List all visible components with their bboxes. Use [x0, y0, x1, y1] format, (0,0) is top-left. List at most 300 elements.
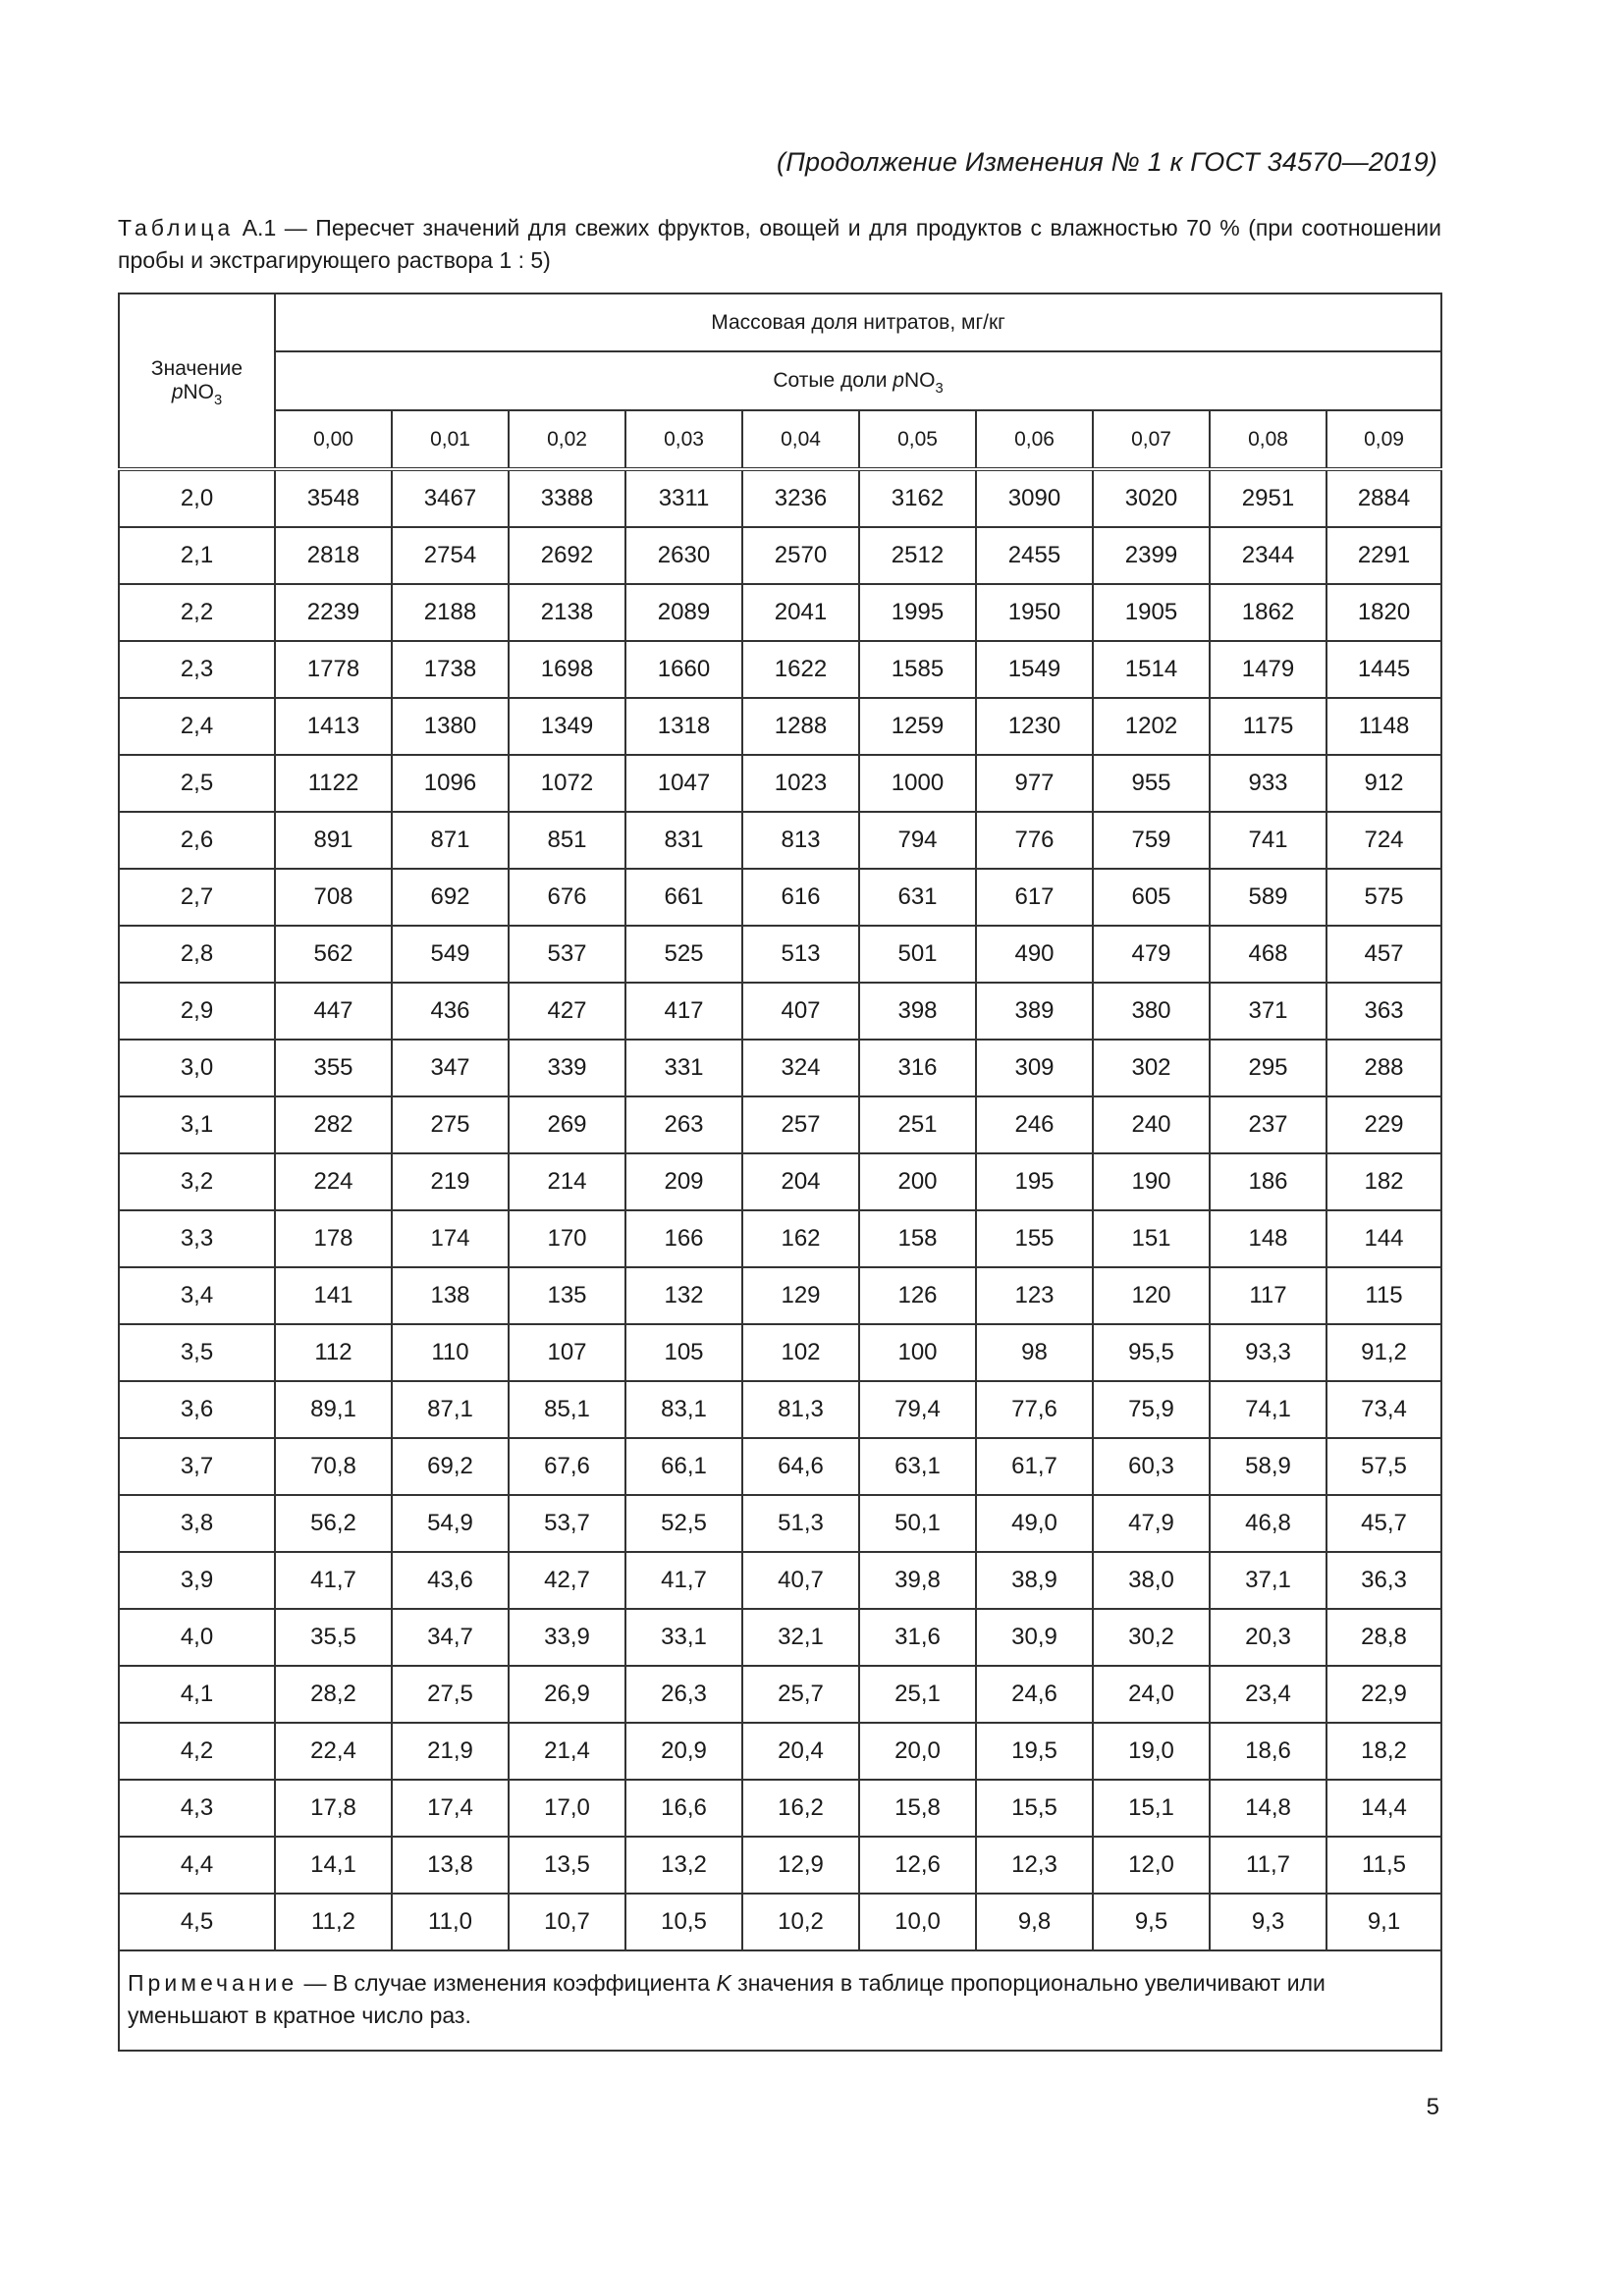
table-cell: 407	[742, 983, 859, 1040]
table-cell: 105	[625, 1324, 742, 1381]
table-cell: 87,1	[392, 1381, 509, 1438]
table-cell: 282	[275, 1096, 392, 1153]
table-cell: 129	[742, 1267, 859, 1324]
table-cell: 155	[976, 1210, 1093, 1267]
table-cell: 1413	[275, 698, 392, 755]
table-cell: 21,9	[392, 1723, 509, 1780]
table-cell: 1047	[625, 755, 742, 812]
table-cell: 12,6	[859, 1837, 976, 1894]
table-cell: 2455	[976, 527, 1093, 584]
table-cell: 661	[625, 869, 742, 926]
table-cell: 182	[1326, 1153, 1441, 1210]
row-ph-value: 3,4	[119, 1267, 275, 1324]
table-cell: 3236	[742, 469, 859, 527]
table-cell: 30,9	[976, 1609, 1093, 1666]
table-cell: 20,4	[742, 1723, 859, 1780]
table-cell: 1259	[859, 698, 976, 755]
table-cell: 13,5	[509, 1837, 625, 1894]
row-ph-value: 3,0	[119, 1040, 275, 1096]
table-cell: 537	[509, 926, 625, 983]
table-cell: 1122	[275, 755, 392, 812]
table-cell: 10,2	[742, 1894, 859, 1950]
table-cell: 60,3	[1093, 1438, 1210, 1495]
subgroup-header	[275, 351, 1441, 410]
table-cell: 240	[1093, 1096, 1210, 1153]
column-header: 0,03	[625, 410, 742, 469]
table-cell: 676	[509, 869, 625, 926]
table-cell: 3388	[509, 469, 625, 527]
table-cell: 51,3	[742, 1495, 859, 1552]
table-row	[119, 1438, 1441, 1495]
table-cell: 16,6	[625, 1780, 742, 1837]
table-cell: 2291	[1326, 527, 1441, 584]
row-ph-value: 2,1	[119, 527, 275, 584]
table-cell: 295	[1210, 1040, 1326, 1096]
row-header-label: Значение	[150, 357, 244, 380]
table-cell: 14,4	[1326, 1780, 1441, 1837]
table-row	[119, 1666, 1441, 1723]
table-cell: 933	[1210, 755, 1326, 812]
table-cell: 479	[1093, 926, 1210, 983]
table-row	[119, 641, 1441, 698]
table-row	[119, 1495, 1441, 1552]
table-cell: 692	[392, 869, 509, 926]
note-k-symbol: K	[716, 1970, 731, 1996]
table-row	[119, 1894, 1441, 1950]
table-cell: 1288	[742, 698, 859, 755]
row-ph-value: 3,7	[119, 1438, 275, 1495]
table-cell: 12,9	[742, 1837, 859, 1894]
table-cell: 1479	[1210, 641, 1326, 698]
table-cell: 95,5	[1093, 1324, 1210, 1381]
table-cell: 27,5	[392, 1666, 509, 1723]
row-ph-value: 3,8	[119, 1495, 275, 1552]
table-cell: 347	[392, 1040, 509, 1096]
table-cell: 316	[859, 1040, 976, 1096]
table-cell: 61,7	[976, 1438, 1093, 1495]
table-cell: 11,5	[1326, 1837, 1441, 1894]
table-caption	[118, 212, 1441, 277]
row-ph-value: 3,9	[119, 1552, 275, 1609]
table-cell: 19,0	[1093, 1723, 1210, 1780]
table-cell: 17,0	[509, 1780, 625, 1837]
table-cell: 2884	[1326, 469, 1441, 527]
table-cell: 73,4	[1326, 1381, 1441, 1438]
row-ph-value: 2,2	[119, 584, 275, 641]
row-ph-value: 2,5	[119, 755, 275, 812]
table-cell: 26,3	[625, 1666, 742, 1723]
table-cell: 2399	[1093, 527, 1210, 584]
row-header-cell	[119, 294, 275, 469]
table-cell: 275	[392, 1096, 509, 1153]
table-cell: 135	[509, 1267, 625, 1324]
page-number: 5	[1426, 2094, 1439, 2120]
table-cell: 1514	[1093, 641, 1210, 698]
table-cell: 20,9	[625, 1723, 742, 1780]
table-row	[119, 1153, 1441, 1210]
table-cell: 162	[742, 1210, 859, 1267]
table-cell: 89,1	[275, 1381, 392, 1438]
group-header: Массовая доля нитратов, мг/кг	[275, 294, 1441, 351]
table-cell: 15,5	[976, 1780, 1093, 1837]
table-cell: 9,3	[1210, 1894, 1326, 1950]
table-cell: 45,7	[1326, 1495, 1441, 1552]
table-cell: 11,7	[1210, 1837, 1326, 1894]
table-cell: 1202	[1093, 698, 1210, 755]
table-cell: 617	[976, 869, 1093, 926]
table-cell: 93,3	[1210, 1324, 1326, 1381]
table-cell: 170	[509, 1210, 625, 1267]
table-cell: 794	[859, 812, 976, 869]
column-header: 0,08	[1210, 410, 1326, 469]
table-cell: 1000	[859, 755, 976, 812]
table-cell: 28,8	[1326, 1609, 1441, 1666]
table-cell: 69,2	[392, 1438, 509, 1495]
table-cell: 36,3	[1326, 1552, 1441, 1609]
table-cell: 219	[392, 1153, 509, 1210]
table-cell: 66,1	[625, 1438, 742, 1495]
table-cell: 1622	[742, 641, 859, 698]
table-cell: 2239	[275, 584, 392, 641]
table-cell: 20,0	[859, 1723, 976, 1780]
row-header-symbol-p: p	[171, 381, 184, 403]
table-cell: 57,5	[1326, 1438, 1441, 1495]
subgroup-header-prefix: Сотые доли	[773, 369, 893, 392]
table-cell: 83,1	[625, 1381, 742, 1438]
table-cell: 115	[1326, 1267, 1441, 1324]
table-cell: 12,3	[976, 1837, 1093, 1894]
row-ph-value: 4,3	[119, 1780, 275, 1837]
table-cell: 912	[1326, 755, 1441, 812]
table-cell: 50,1	[859, 1495, 976, 1552]
table-cell: 120	[1093, 1267, 1210, 1324]
caption-label: Таблица	[118, 215, 235, 240]
table-cell: 151	[1093, 1210, 1210, 1267]
table-cell: 14,8	[1210, 1780, 1326, 1837]
table-cell: 269	[509, 1096, 625, 1153]
note-text-before: — В случае изменения коэффициента	[298, 1970, 717, 1996]
table-cell: 525	[625, 926, 742, 983]
column-header: 0,04	[742, 410, 859, 469]
table-cell: 1072	[509, 755, 625, 812]
table-cell: 9,8	[976, 1894, 1093, 1950]
table-cell: 1148	[1326, 698, 1441, 755]
table-cell: 102	[742, 1324, 859, 1381]
table-row	[119, 1780, 1441, 1837]
table-cell: 724	[1326, 812, 1441, 869]
table-row	[119, 1552, 1441, 1609]
table-cell: 47,9	[1093, 1495, 1210, 1552]
table-cell: 891	[275, 812, 392, 869]
row-ph-value: 4,5	[119, 1894, 275, 1950]
row-ph-value: 2,6	[119, 812, 275, 869]
table-cell: 1585	[859, 641, 976, 698]
subgroup-header-p: p	[893, 369, 904, 392]
table-cell: 3467	[392, 469, 509, 527]
table-cell: 144	[1326, 1210, 1441, 1267]
table-cell: 1318	[625, 698, 742, 755]
table-row	[119, 926, 1441, 983]
table-cell: 141	[275, 1267, 392, 1324]
table-cell: 41,7	[625, 1552, 742, 1609]
table-cell: 759	[1093, 812, 1210, 869]
table-cell: 74,1	[1210, 1381, 1326, 1438]
subgroup-header-rest: NO	[903, 369, 936, 392]
row-ph-value: 3,1	[119, 1096, 275, 1153]
table-cell: 3162	[859, 469, 976, 527]
table-cell: 363	[1326, 983, 1441, 1040]
table-cell: 41,7	[275, 1552, 392, 1609]
table-cell: 79,4	[859, 1381, 976, 1438]
table-cell: 257	[742, 1096, 859, 1153]
note-text-after: значения в таблице пропорционально увеличивают или уменьшают в кратное число раз.	[128, 1970, 1326, 2028]
row-ph-value: 2,9	[119, 983, 275, 1040]
column-header: 0,05	[859, 410, 976, 469]
table-cell: 776	[976, 812, 1093, 869]
row-ph-value: 3,3	[119, 1210, 275, 1267]
table-cell: 110	[392, 1324, 509, 1381]
table-cell: 26,9	[509, 1666, 625, 1723]
table-cell: 39,8	[859, 1552, 976, 1609]
table-cell: 490	[976, 926, 1093, 983]
table-cell: 12,0	[1093, 1837, 1210, 1894]
column-header: 0,06	[976, 410, 1093, 469]
table-cell: 288	[1326, 1040, 1441, 1096]
table-row	[119, 755, 1441, 812]
table-row	[119, 1096, 1441, 1153]
table-row	[119, 1837, 1441, 1894]
table-cell: 148	[1210, 1210, 1326, 1267]
table-cell: 263	[625, 1096, 742, 1153]
table-cell: 324	[742, 1040, 859, 1096]
table-row	[119, 869, 1441, 926]
table-cell: 98	[976, 1324, 1093, 1381]
table-cell: 33,1	[625, 1609, 742, 1666]
table-cell: 708	[275, 869, 392, 926]
table-cell: 174	[392, 1210, 509, 1267]
column-header: 0,00	[275, 410, 392, 469]
subgroup-header-sub: 3	[935, 381, 944, 397]
row-ph-value: 2,8	[119, 926, 275, 983]
table-cell: 117	[1210, 1267, 1326, 1324]
table-cell: 1995	[859, 584, 976, 641]
table-cell: 49,0	[976, 1495, 1093, 1552]
table-cell: 380	[1093, 983, 1210, 1040]
table-cell: 831	[625, 812, 742, 869]
table-cell: 75,9	[1093, 1381, 1210, 1438]
row-ph-value: 2,7	[119, 869, 275, 926]
table-cell: 22,9	[1326, 1666, 1441, 1723]
table-cell: 2089	[625, 584, 742, 641]
table-cell: 25,7	[742, 1666, 859, 1723]
table-cell: 575	[1326, 869, 1441, 926]
table-cell: 132	[625, 1267, 742, 1324]
table-cell: 2754	[392, 527, 509, 584]
table-cell: 19,5	[976, 1723, 1093, 1780]
table-cell: 309	[976, 1040, 1093, 1096]
table-cell: 25,1	[859, 1666, 976, 1723]
table-cell: 46,8	[1210, 1495, 1326, 1552]
table-cell: 16,2	[742, 1780, 859, 1837]
table-row	[119, 812, 1441, 869]
table-cell: 1023	[742, 755, 859, 812]
table-cell: 112	[275, 1324, 392, 1381]
table-row	[119, 1324, 1441, 1381]
note-label: Примечание	[128, 1970, 298, 1996]
table-cell: 237	[1210, 1096, 1326, 1153]
table-cell: 43,6	[392, 1552, 509, 1609]
table-cell: 107	[509, 1324, 625, 1381]
table-cell: 417	[625, 983, 742, 1040]
table-cell: 447	[275, 983, 392, 1040]
column-header-row	[119, 410, 1441, 469]
table-cell: 9,5	[1093, 1894, 1210, 1950]
table-cell: 1549	[976, 641, 1093, 698]
table-cell: 91,2	[1326, 1324, 1441, 1381]
table-cell: 38,9	[976, 1552, 1093, 1609]
table-cell: 178	[275, 1210, 392, 1267]
caption-text: А.1 — Пересчет значений для свежих фруктов, овощей и для продуктов с влажностью 70 % (при соотношении пробы и экстрагирующего раствора 1 : 5)	[118, 215, 1441, 273]
table-cell: 1349	[509, 698, 625, 755]
table-cell: 31,6	[859, 1609, 976, 1666]
table-cell: 813	[742, 812, 859, 869]
table-cell: 1738	[392, 641, 509, 698]
row-ph-value: 2,0	[119, 469, 275, 527]
table-cell: 851	[509, 812, 625, 869]
column-header: 0,07	[1093, 410, 1210, 469]
table-cell: 38,0	[1093, 1552, 1210, 1609]
table-cell: 190	[1093, 1153, 1210, 1210]
table-cell: 9,1	[1326, 1894, 1441, 1950]
table-cell: 33,9	[509, 1609, 625, 1666]
row-ph-value: 4,0	[119, 1609, 275, 1666]
table-cell: 3020	[1093, 469, 1210, 527]
table-cell: 229	[1326, 1096, 1441, 1153]
table-cell: 436	[392, 983, 509, 1040]
table-cell: 2951	[1210, 469, 1326, 527]
table-cell: 741	[1210, 812, 1326, 869]
table-cell: 166	[625, 1210, 742, 1267]
table-cell: 251	[859, 1096, 976, 1153]
table-cell: 70,8	[275, 1438, 392, 1495]
table-cell: 2188	[392, 584, 509, 641]
table-cell: 15,8	[859, 1780, 976, 1837]
table-cell: 3090	[976, 469, 1093, 527]
nitrate-conversion-table	[118, 293, 1442, 2052]
table-cell: 200	[859, 1153, 976, 1210]
table-cell: 302	[1093, 1040, 1210, 1096]
table-cell: 15,1	[1093, 1780, 1210, 1837]
table-cell: 3548	[275, 469, 392, 527]
table-cell: 18,2	[1326, 1723, 1441, 1780]
row-ph-value: 3,6	[119, 1381, 275, 1438]
table-cell: 64,6	[742, 1438, 859, 1495]
table-cell: 42,7	[509, 1552, 625, 1609]
table-note	[119, 1950, 1441, 2051]
table-cell: 23,4	[1210, 1666, 1326, 1723]
table-cell: 224	[275, 1153, 392, 1210]
table-body	[119, 469, 1441, 1950]
row-ph-value: 4,1	[119, 1666, 275, 1723]
table-cell: 13,8	[392, 1837, 509, 1894]
table-cell: 22,4	[275, 1723, 392, 1780]
column-header: 0,09	[1326, 410, 1441, 469]
table-cell: 63,1	[859, 1438, 976, 1495]
table-cell: 2138	[509, 584, 625, 641]
table-cell: 1175	[1210, 698, 1326, 755]
table-cell: 54,9	[392, 1495, 509, 1552]
table-cell: 427	[509, 983, 625, 1040]
table-cell: 1380	[392, 698, 509, 755]
table-cell: 158	[859, 1210, 976, 1267]
table-cell: 100	[859, 1324, 976, 1381]
document-continuation-header: (Продолжение Изменения № 1 к ГОСТ 34570—2019)	[777, 147, 1437, 177]
table-cell: 28,2	[275, 1666, 392, 1723]
table-cell: 13,2	[625, 1837, 742, 1894]
column-header: 0,02	[509, 410, 625, 469]
table-cell: 214	[509, 1153, 625, 1210]
table-cell: 195	[976, 1153, 1093, 1210]
table-cell: 389	[976, 983, 1093, 1040]
table-cell: 871	[392, 812, 509, 869]
table-cell: 468	[1210, 926, 1326, 983]
table-cell: 123	[976, 1267, 1093, 1324]
table-cell: 34,7	[392, 1609, 509, 1666]
table-row	[119, 1210, 1441, 1267]
table-cell: 10,7	[509, 1894, 625, 1950]
table-cell: 17,4	[392, 1780, 509, 1837]
table-cell: 1698	[509, 641, 625, 698]
table-row	[119, 469, 1441, 527]
table-cell: 339	[509, 1040, 625, 1096]
table-cell: 138	[392, 1267, 509, 1324]
table-row	[119, 1267, 1441, 1324]
table-cell: 605	[1093, 869, 1210, 926]
table-cell: 457	[1326, 926, 1441, 983]
table-cell: 589	[1210, 869, 1326, 926]
table-row	[119, 584, 1441, 641]
table-cell: 186	[1210, 1153, 1326, 1210]
row-ph-value: 4,4	[119, 1837, 275, 1894]
table-cell: 37,1	[1210, 1552, 1326, 1609]
table-cell: 2570	[742, 527, 859, 584]
table-cell: 1445	[1326, 641, 1441, 698]
table-cell: 10,0	[859, 1894, 976, 1950]
table-cell: 126	[859, 1267, 976, 1324]
table-cell: 246	[976, 1096, 1093, 1153]
table-cell: 209	[625, 1153, 742, 1210]
table-cell: 1096	[392, 755, 509, 812]
table-cell: 331	[625, 1040, 742, 1096]
table-cell: 977	[976, 755, 1093, 812]
table-row	[119, 1609, 1441, 1666]
table-cell: 631	[859, 869, 976, 926]
table-cell: 58,9	[1210, 1438, 1326, 1495]
table-cell: 549	[392, 926, 509, 983]
table-row	[119, 1381, 1441, 1438]
table-cell: 1862	[1210, 584, 1326, 641]
table-cell: 2692	[509, 527, 625, 584]
table-cell: 371	[1210, 983, 1326, 1040]
row-header-symbol-rest: NO	[183, 381, 214, 403]
table-cell: 81,3	[742, 1381, 859, 1438]
table-cell: 11,0	[392, 1894, 509, 1950]
table-cell: 398	[859, 983, 976, 1040]
table-cell: 2041	[742, 584, 859, 641]
table-cell: 52,5	[625, 1495, 742, 1552]
table-cell: 1230	[976, 698, 1093, 755]
table-cell: 2512	[859, 527, 976, 584]
